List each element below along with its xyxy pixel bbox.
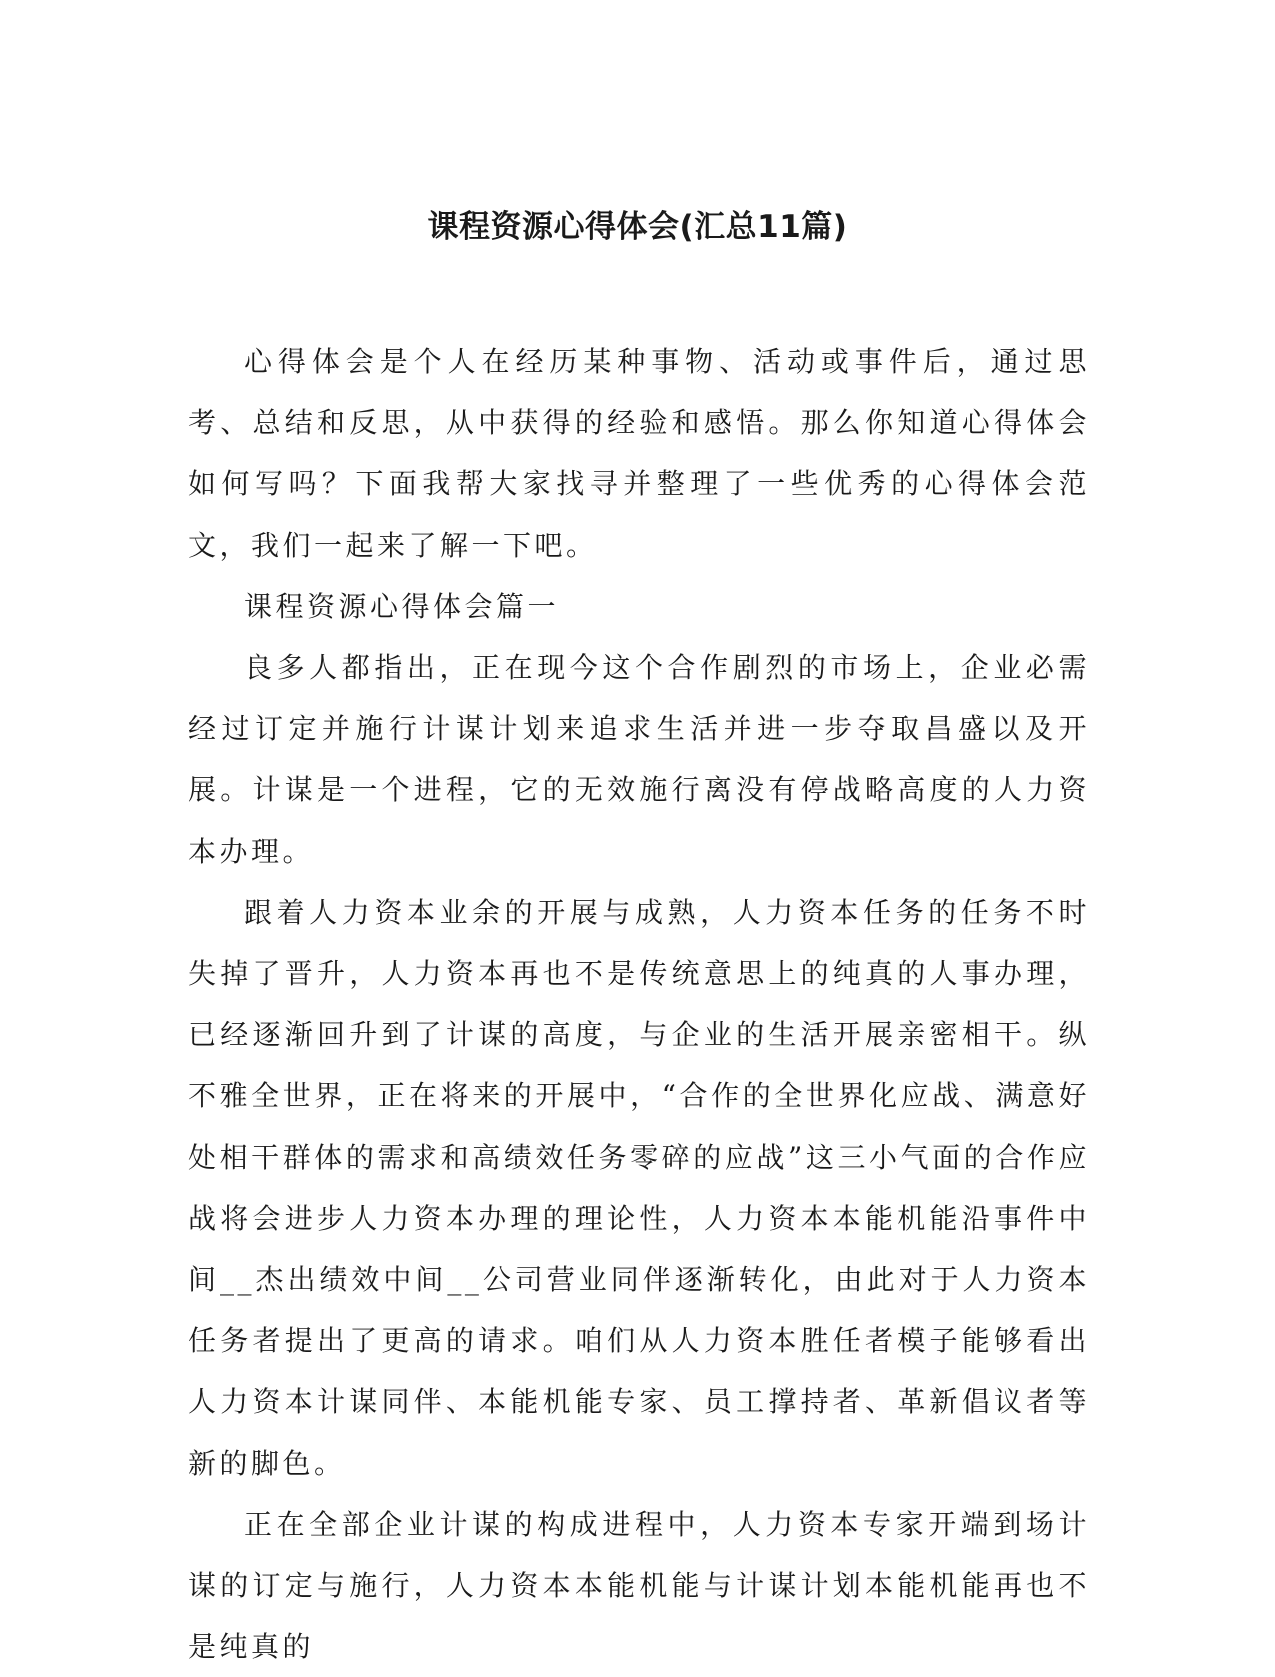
document-body xyxy=(188,331,1090,1677)
body-paragraph: 跟着人力资本业余的开展与成熟，人力资本任务的任务不时失掉了晋升，人力资本再也不是传统意思上的纯真的人事办理，已经逐渐回升到了计谋的高度，与企业的生活开展亲密相干。纵不雅全世界，正在将来的开展中，“合作的全世界化应战、满意好处相干群体的需求和高绩效任务零碎的应战”这三小气面的合作应战将会进步人力资本办理的理论性，人力资本本能机能沿事件中间__杰出绩效中间__公司营业同伴逐渐转化，由此对于人力资本任务者提出了更高的请求。咱们从人力资本胜任者模子能够看出人力资本计谋同伴、本能机能专家、员工撑持者、革新倡议者等新的脚色。 xyxy=(188,895,1090,1480)
body-paragraph: 良多人都指出，正在现今这个合作剧烈的市场上，企业必需经过订定并施行计谋计划来追求生活并进一步夺取昌盛以及开展。计谋是一个进程，它的无效施行离没有停战略高度的人力资本办理。 xyxy=(188,651,1090,868)
intro-paragraph: 心得体会是个人在经历某种事物、活动或事件后，通过思考、总结和反思，从中获得的经验和感悟。那么你知道心得体会如何写吗？下面我帮大家找寻并整理了一些优秀的心得体会范文，我们一起来了解一下吧。 xyxy=(188,345,1090,562)
document-title: 课程资源心得体会(汇总11篇) xyxy=(427,209,848,245)
section-heading: 课程资源心得体会篇一 xyxy=(244,589,560,623)
body-paragraph: 正在全部企业计谋的构成进程中，人力资本专家开端到场计谋的订定与施行，人力资本本能机能与计谋计划本能机能再也不是纯真的 xyxy=(188,1507,1090,1664)
